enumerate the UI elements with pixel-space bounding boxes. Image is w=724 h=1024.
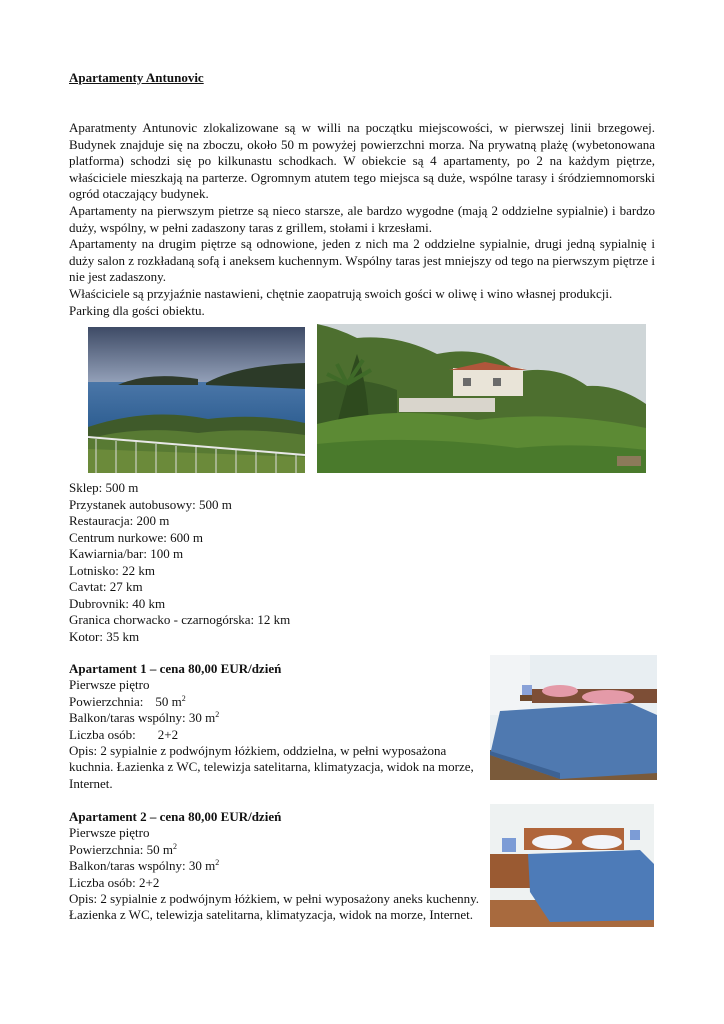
apartment-2-bedroom-photo [490,804,654,927]
distance-item: Restauracja: 200 m [69,513,170,528]
apartment-1-section [69,661,489,792]
distance-item: Lotnisko: 22 km [69,562,155,578]
distance-item: Dubrovnik: 40 km [69,595,166,611]
apartment-2-section [69,809,489,924]
distance-item: Przystanek autobusowy: 500 m [69,496,232,512]
apartment-2-balcony: Balkon/taras wspólny: 30 $m^2$ [69,858,220,874]
apartment-2-area: Powierzchnia: 50 $m^2$ [69,841,177,857]
apartment-1-bedroom-photo [490,655,657,780]
apartment-1-description: Opis: 2 sypialnie z podwójnym łóżkiem, oddzielna, w pełni wyposażona kuchnia. Łazienka z WC, telewizja satelitarna, klimatyzacja, widok na morze, Internet. [69,743,474,791]
distance-item: Cavtat: 27 km [69,579,143,594]
distance-item: Centrum nurkowe: 600 m [69,529,203,545]
apartment-1-floor: Pierwsze piętro [69,677,150,693]
apartment-2-floor: Pierwsze piętro [69,825,150,841]
apartment-2-heading: Apartament 2 – cena 80,00 EUR/dzień [69,809,282,824]
intro-paragraph-location: Aparatmenty Antunovic zlokalizowane są w willi na początku miejscowości, w pierwszej linii brzegowej. Budynek znajduje się na zboczu, około 50 m powyżej powierzchni morza. Na prywatną plażę (wybetonowana platforma) schodzi się po kilkunastu schodkach. W obiekcie są 4 apartamenty, po 2 na każdym piętrze, właściciele mieszkają na parterze. Ogromnym atutem tego miejsca są duże, wspólne tarasy i śródziemnomorski ogród otaczający budynek. [69,120,655,202]
intro-paragraph-second-floor: Apartamenty na drugim piętrze są odnowione, jeden z nich ma 2 oddzielne sypialnie, drugi jedną sypialnię i duży salon z rozkładaną sofą i aneksem kuchennym. Wspólny taras jest mniejszy od tego na pierwszym piętrze i nie jest zadaszony. [69,236,655,285]
apartment-1-balcony: Balkon/taras wspólny: 30 $m^2$ [69,710,220,726]
intro-text [69,120,655,319]
apartment-1-heading: Apartament 1 – cena 80,00 EUR/dzień [69,661,282,676]
apartment-2-persons: Liczba osób: 2+2 [69,874,160,890]
intro-paragraph-first-floor: Apartamenty na pierwszym pietrze są nieco starsze, ale bardzo wygodne (mają 2 oddzielne sypialnie) i bardzo duży, wspólny, w pełni zadaszony taras z grillem, stołami i krzesłami. [69,202,655,235]
distance-item: Sklep: 500 m [69,480,139,495]
distances-list [69,480,290,645]
villa-photo [317,324,646,473]
intro-paragraph-owners: Właściciele są przyjaźnie nastawieni, chętnie zaopatrują swoich gości w oliwę i wino własnej produkcji. [69,285,613,301]
apartment-1-persons: Liczba osób: 2+2 [69,726,179,742]
distance-item: Kotor: 35 km [69,628,140,644]
distance-item: Granica chorwacko - czarnogórska: 12 km [69,612,291,627]
intro-paragraph-parking: Parking dla gości obiektu. [69,302,205,318]
page-title: Apartamenty Antunovic [69,70,204,85]
distance-item: Kawiarnia/bar: 100 m [69,546,184,561]
sea-view-photo [88,327,305,473]
apartment-1-area: Powierzchnia: 50 $m^2$ [69,693,186,709]
apartment-2-description: Opis: 2 sypialnie z podwójnym łóżkiem, w pełni wyposażony aneks kuchenny. Łazienka z WC, telewizja satelitarna, klimatyzacja, widok na morze, Internet. [69,891,480,923]
